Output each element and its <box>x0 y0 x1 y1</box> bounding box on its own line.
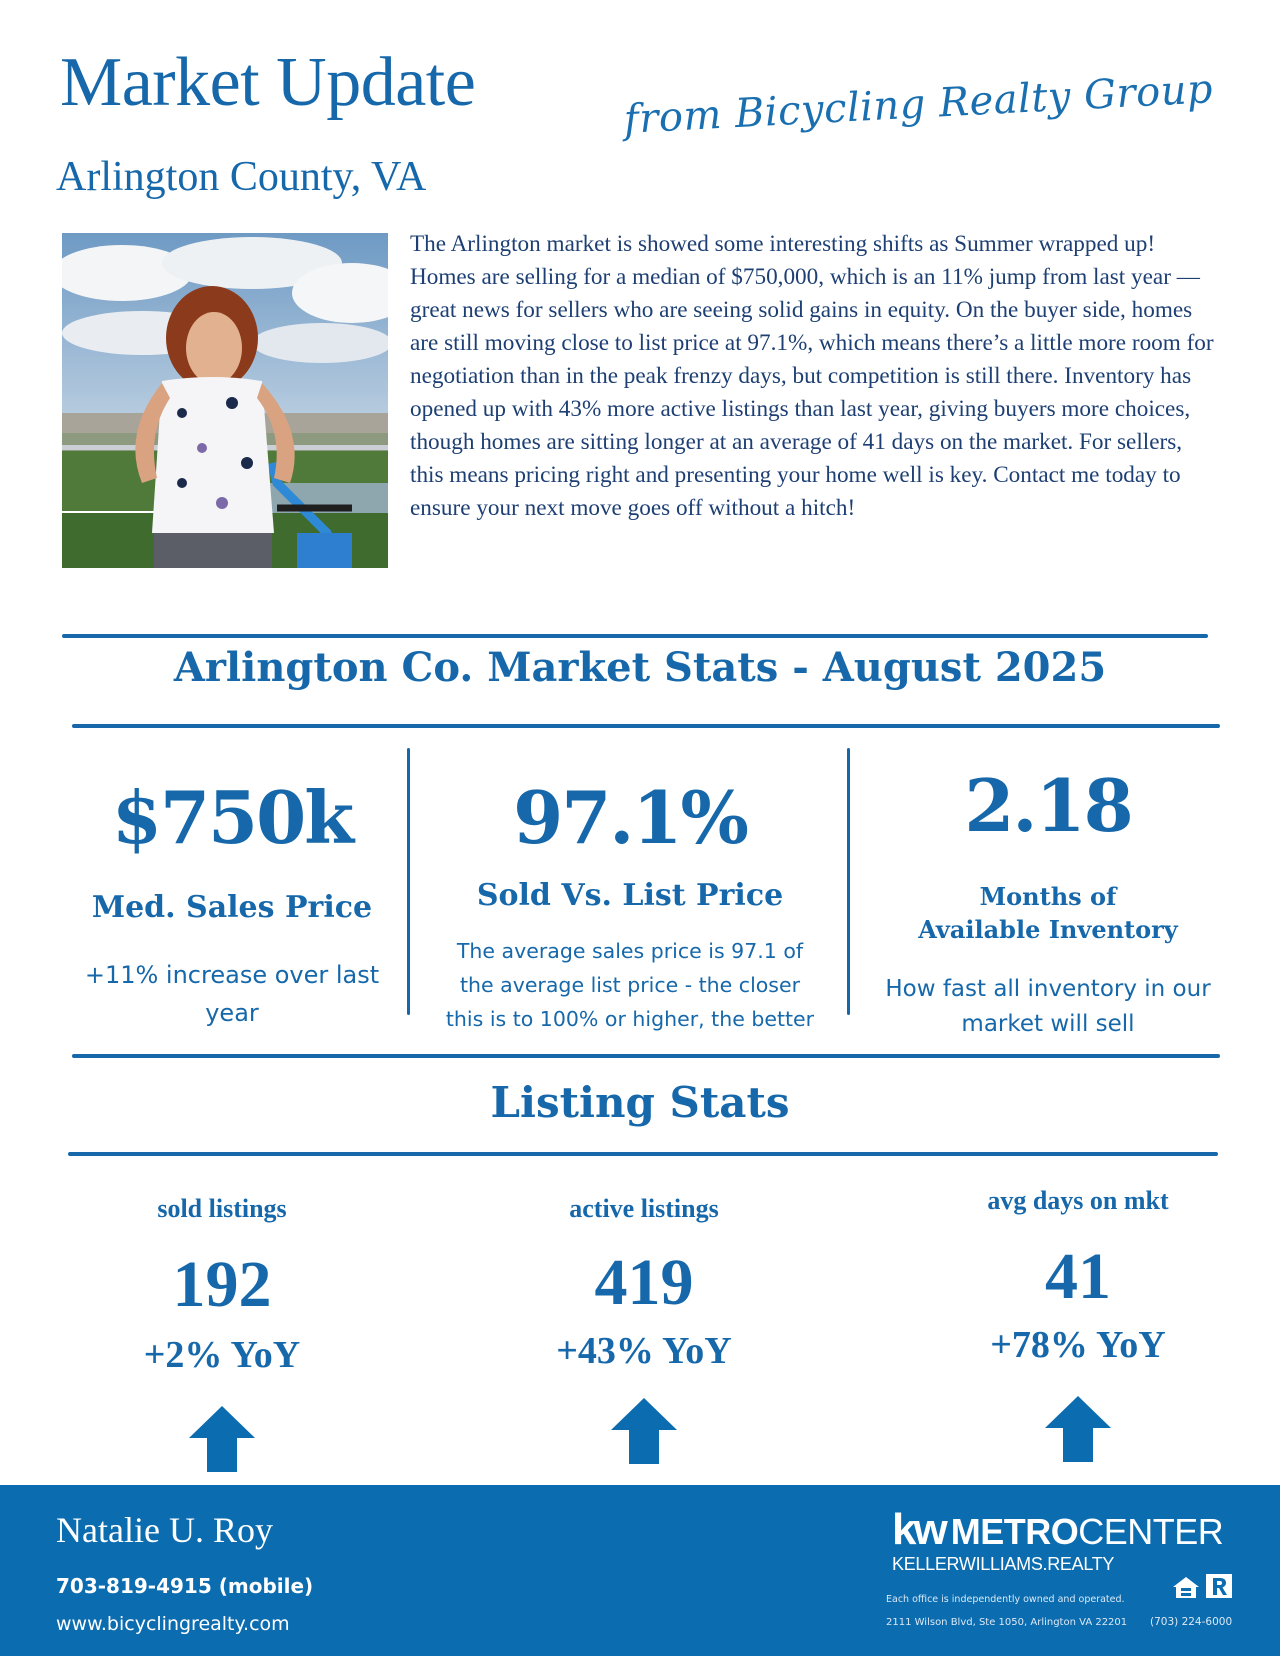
stat-months-inventory <box>868 760 1228 1042</box>
arrow-up-icon <box>609 1396 679 1466</box>
listing-stat-sold <box>72 1196 372 1474</box>
column-divider <box>847 748 850 1015</box>
office-address: 2111 Wilson Blvd, Ste 1050, Arlington VA 22201 <box>886 1617 1128 1628</box>
listing-stat-change: +78% YoY <box>990 1324 1166 1366</box>
stat-description: The average sales price is 97.1 of the average list price - the closer this is to 100% or higher, the better <box>445 939 815 1031</box>
tagline: from Bicycling Realty Group <box>622 66 1215 143</box>
market-stats-title: Arlington Co. Market Stats - August 2025 <box>173 644 1107 691</box>
stat-description: How fast all inventory in our market will sell <box>885 976 1211 1037</box>
stat-value: 2.18 <box>964 763 1132 848</box>
divider <box>72 1054 1220 1058</box>
listing-stat-value: 41 <box>1045 1240 1111 1313</box>
listing-stat-label: sold listings <box>157 1194 287 1223</box>
stat-value: 97.1% <box>513 775 747 860</box>
equal-housing-icon <box>1172 1576 1200 1602</box>
kw-logo-subtitle: KELLERWILLIAMS.REALTY <box>892 1554 1115 1574</box>
listing-stat-value: 192 <box>172 1248 272 1321</box>
arrow-up-icon <box>187 1404 257 1474</box>
stat-label: Sold Vs. List Price <box>476 878 784 913</box>
stat-label: Months of Available Inventory <box>918 882 1178 944</box>
listing-stat-value: 419 <box>594 1246 694 1319</box>
divider <box>72 724 1220 728</box>
listing-stat-days-on-market <box>928 1188 1228 1464</box>
listing-stat-change: +43% YoY <box>556 1330 732 1372</box>
stat-description: +11% increase over last year <box>84 961 380 1027</box>
listing-stat-label: avg days on mkt <box>987 1186 1169 1215</box>
column-divider <box>407 748 410 1015</box>
agent-photo <box>62 233 388 568</box>
realtor-icon <box>1206 1574 1232 1602</box>
page-subtitle: Arlington County, VA <box>56 154 427 200</box>
listing-stat-active <box>494 1196 794 1466</box>
kw-logo-center: CENTER <box>1078 1511 1224 1552</box>
intro-paragraph: The Arlington market is showed some interesting shifts as Summer wrapped up! Homes are selling for a median of $750,000, which is an 11% jump from last year — great news for sellers who are seeing solid gains in equity. On the buyer side, homes are still moving close to list price at 97.1%, which means there’s a little more room for negotiation than in the peak frenzy days, but competition is still there. Inventory has opened up with 43% more active listings than last year, giving buyers more choices, though homes are sitting longer at an average of 41 days on the market. For sellers, this means pricing right and presenting your home well is key. Contact me today to ensure your next move goes off without a hitch! <box>410 231 1214 521</box>
kw-logo-metro: METRO <box>950 1511 1079 1552</box>
page-title: Market Update <box>60 44 476 121</box>
stat-value: $750k <box>111 775 353 860</box>
website-link[interactable]: www.bicyclingrealty.com <box>56 1613 290 1635</box>
kw-metrocenter-logo <box>892 1505 1224 1554</box>
divider <box>62 634 1208 638</box>
kw-logo-mark: kw <box>892 1505 945 1554</box>
arrow-up-icon <box>1043 1394 1113 1464</box>
stat-sold-vs-list <box>430 760 830 1036</box>
stat-median-sales-price <box>72 760 392 1032</box>
listing-stat-label: active listings <box>569 1194 719 1223</box>
listing-stats-title: Listing Stats <box>490 1078 790 1127</box>
office-phone: (703) 224-6000 <box>1150 1616 1233 1628</box>
listing-stat-change: +2% YoY <box>143 1334 301 1376</box>
stat-label: Med. Sales Price <box>91 890 373 925</box>
divider <box>68 1152 1218 1156</box>
office-disclaimer: Each office is independently owned and operated. <box>886 1594 1125 1605</box>
agent-phone-link[interactable]: 703-819-4915 (mobile) <box>56 1574 314 1598</box>
agent-name: Natalie U. Roy <box>56 1510 273 1550</box>
